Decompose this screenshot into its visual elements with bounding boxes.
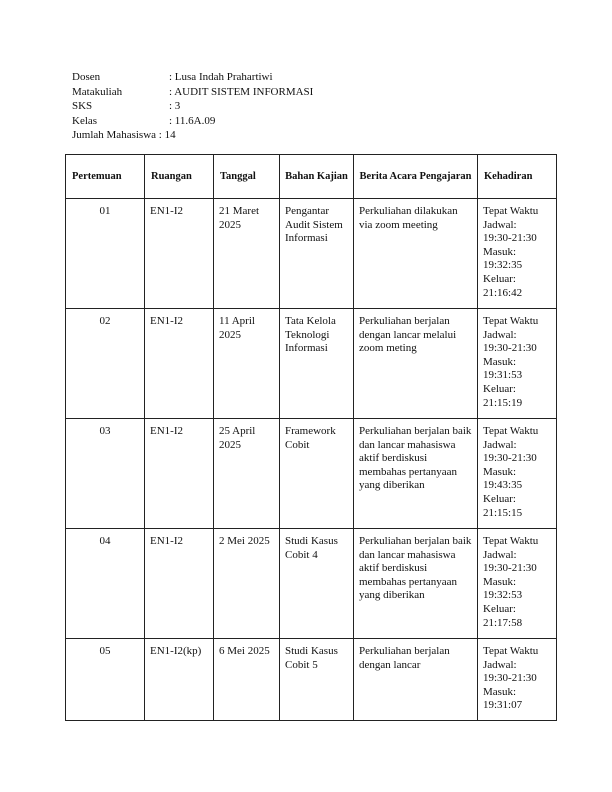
matakuliah-value: : AUDIT SISTEM INFORMASI: [169, 85, 314, 98]
jadwal-label: Jadwal:: [483, 658, 517, 671]
kehadiran-status: Tepat Waktu: [483, 645, 539, 657]
cell-kehadiran: [478, 419, 557, 529]
jadwal-value: 19:30-21:30: [483, 342, 537, 355]
header-bahan-kajian: Bahan Kajian: [280, 155, 354, 199]
cell-berita: Perkuliahan berjalan dengan lancar melalui zoom meting: [354, 309, 478, 419]
kehadiran-status: Tepat Waktu: [483, 315, 539, 327]
cell-berita: Perkuliahan dilakukan via zoom meeting: [354, 199, 478, 309]
info-row-sks: [72, 99, 313, 114]
jadwal-label: Jadwal:: [483, 218, 517, 231]
dosen-value: : Lusa Indah Prahartiwi: [169, 71, 273, 83]
cell-ruangan: EN1-I2: [145, 419, 214, 529]
jadwal-value: 19:30-21:30: [483, 452, 537, 465]
kehadiran-status: Tepat Waktu: [483, 535, 539, 547]
masuk-label: Masuk:: [483, 575, 516, 588]
cell-ruangan: EN1-I2: [145, 199, 214, 309]
sks-value: : 3: [169, 100, 181, 113]
dosen-label: Dosen: [72, 71, 101, 83]
cell-bahan: Framework Cobit: [280, 419, 354, 529]
keluar-label: Keluar:: [483, 272, 516, 285]
masuk-label: Masuk:: [483, 465, 516, 478]
keluar-value: 21:16:42: [483, 286, 523, 299]
jadwal-label: Jadwal:: [483, 328, 517, 341]
info-row-dosen: [72, 70, 313, 85]
jadwal-value: 19:30-21:30: [483, 562, 537, 575]
header-tanggal: Tanggal: [214, 155, 280, 199]
cell-bahan: Tata Kelola Teknologi Informasi: [280, 309, 354, 419]
kehadiran-status: Tepat Waktu: [483, 205, 539, 217]
matakuliah-label: Matakuliah: [72, 85, 123, 98]
cell-bahan: Studi Kasus Cobit 4: [280, 529, 354, 639]
masuk-value: 19:32:53: [483, 589, 523, 602]
cell-kehadiran: [478, 199, 557, 309]
jadwal-value: 19:30-21:30: [483, 672, 537, 685]
attendance-table: [65, 154, 557, 721]
cell-tanggal: 2 Mei 2025: [214, 529, 280, 639]
jadwal-label: Jadwal:: [483, 548, 517, 561]
jadwal-label: Jadwal:: [483, 438, 517, 451]
cell-pertemuan: 03: [66, 419, 145, 529]
cell-berita: Perkuliahan berjalan baik dan lancar mahasiswa aktif berdiskusi membahas pertanyaan yang diberikan: [354, 419, 478, 529]
jadwal-value: 19:30-21:30: [483, 232, 537, 245]
cell-ruangan: EN1-I2: [145, 529, 214, 639]
cell-pertemuan: 05: [66, 639, 145, 721]
header-pertemuan: Pertemuan: [66, 155, 145, 199]
cell-kehadiran: [478, 529, 557, 639]
keluar-value: 21:15:19: [483, 396, 523, 409]
header-berita-acara: Berita Acara Pengajaran: [354, 155, 478, 199]
keluar-label: Keluar:: [483, 602, 516, 615]
cell-pertemuan: 02: [66, 309, 145, 419]
cell-tanggal: 6 Mei 2025: [214, 639, 280, 721]
masuk-label: Masuk:: [483, 245, 516, 258]
cell-ruangan: EN1-I2: [145, 309, 214, 419]
jumlah-value: : 14: [156, 129, 176, 142]
cell-kehadiran: [478, 639, 557, 721]
cell-ruangan: EN1-I2(kp): [145, 639, 214, 721]
masuk-label: Masuk:: [483, 355, 516, 368]
header-ruangan: Ruangan: [145, 155, 214, 199]
keluar-label: Keluar:: [483, 492, 516, 505]
keluar-value: 21:15:15: [483, 506, 523, 519]
cell-pertemuan: 04: [66, 529, 145, 639]
masuk-value: 19:32:35: [483, 259, 523, 272]
info-row-kelas: [72, 114, 313, 129]
table-row: [66, 639, 557, 721]
cell-tanggal: 25 April 2025: [214, 419, 280, 529]
sks-label: SKS: [72, 100, 93, 113]
masuk-value: 19:43:35: [483, 479, 523, 492]
cell-bahan: Studi Kasus Cobit 5: [280, 639, 354, 721]
cell-berita: Perkuliahan berjalan dengan lancar: [354, 639, 478, 721]
table-header-row: [66, 155, 557, 199]
cell-tanggal: 21 Maret 2025: [214, 199, 280, 309]
kelas-label: Kelas: [72, 114, 98, 127]
course-info: [72, 70, 313, 143]
jumlah-label: Jumlah Mahasiswa: [72, 129, 157, 142]
table-row: [66, 529, 557, 639]
header-kehadiran: Kehadiran: [478, 155, 557, 199]
keluar-label: Keluar:: [483, 382, 516, 395]
cell-kehadiran: [478, 309, 557, 419]
info-row-matakuliah: [72, 85, 313, 100]
table-row: [66, 309, 557, 419]
info-row-jumlah: [72, 128, 313, 143]
cell-pertemuan: 01: [66, 199, 145, 309]
masuk-value: 19:31:53: [483, 369, 523, 382]
kehadiran-status: Tepat Waktu: [483, 425, 539, 437]
cell-bahan: Pengantar Audit Sistem Informasi: [280, 199, 354, 309]
masuk-label: Masuk:: [483, 685, 516, 698]
cell-berita: Perkuliahan berjalan baik dan lancar mahasiswa aktif berdiskusi membahas pertanyaan yang diberikan: [354, 529, 478, 639]
cell-tanggal: 11 April 2025: [214, 309, 280, 419]
keluar-value: 21:17:58: [483, 616, 523, 629]
kelas-value: : 11.6A.09: [169, 114, 216, 127]
table-row: [66, 199, 557, 309]
table-row: [66, 419, 557, 529]
masuk-value: 19:31:07: [483, 699, 523, 712]
